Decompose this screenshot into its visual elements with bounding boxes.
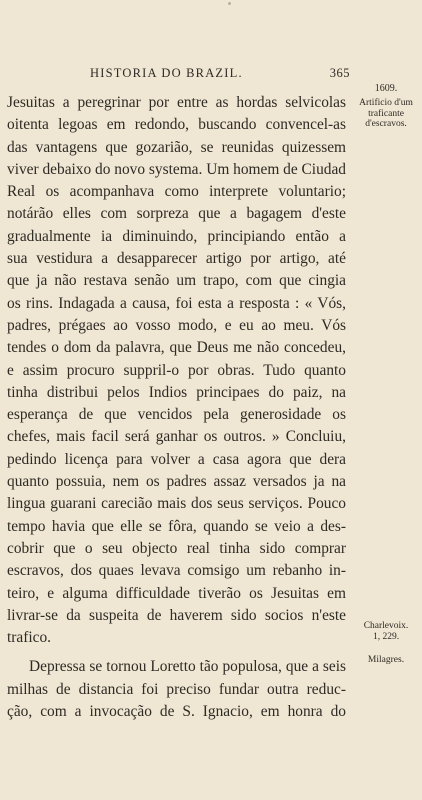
text-line: milhas de distancia foi preciso fundar outra reduc- <box>7 680 346 698</box>
text-line: quanto possuia, nem os padres assaz versados ja na <box>7 473 346 491</box>
margin-year: 1609. <box>374 83 398 94</box>
text-line: Depressa se tornou Loretto tão populosa, que a seis <box>29 658 346 676</box>
text-line: viver debaixo do novo systema. Um homem de Ciudad <box>7 160 346 178</box>
text-line: lingua guarani carecião mais dos seus serviços. Pouco <box>7 495 346 513</box>
margin-note <box>352 98 420 130</box>
text-line: cobrir que o seu objecto real tinha sido comprar <box>7 539 346 557</box>
text-line: tinha distribui pelos Indios principaes do paiz, na <box>7 383 346 401</box>
text-line: oitenta legoas em redondo, buscando convencel-as <box>7 116 346 134</box>
text-line: chefes, mais facil será ganhar os outros. » Concluiu, <box>7 428 346 446</box>
text-line: padres, prégaes ao vosso modo, e eu ao meu. Vós <box>7 316 346 334</box>
text-line: tendes o dom da palavra, que Deus me não concedeu, <box>7 339 346 357</box>
text-line: que ja não restava senão um trapo, com que cingia <box>7 272 346 290</box>
text-line: ção, com a invocação de S. Ignacio, em honra do <box>7 703 346 721</box>
margin-note-line: d'escravos. <box>365 119 407 129</box>
page-speck <box>228 2 231 5</box>
margin-note-line: Artificio d'um <box>359 98 413 108</box>
paragraph-gap <box>7 649 346 656</box>
text-line: gradualmente ia diminuindo, principiando então a <box>7 227 346 245</box>
text-line: tempo havia que elle se fôra, quando se veio a des- <box>7 517 346 535</box>
text-line: escravos, dos quaes levava comsigo um rebanho in- <box>7 562 346 580</box>
text-line: teiro, e alguma difficuldade tiverão os Jesuitas em <box>7 584 346 602</box>
text-line: notárão elles com sorpreza que a bagagem d'este <box>7 205 346 223</box>
text-line: esperança de que vencidos pela generosidade os <box>7 406 346 424</box>
text-line: Jesuitas a peregrinar por entre as hordas selvicolas <box>7 94 346 111</box>
text-line: sua vestidura a desapparecer artigo por artigo, até <box>7 250 346 268</box>
paragraph-2 <box>7 656 346 723</box>
paragraph-1 <box>7 92 346 649</box>
text-line: das vantagens que gozarião, se reunidas quizessem <box>7 138 346 156</box>
text-line: Real os acompanhava como interprete voluntario; <box>7 183 346 201</box>
page-number: 365 <box>329 66 350 80</box>
text-line: e assim procuro suppril-o por obras. Tudo quanto <box>7 361 346 379</box>
running-title: HISTORIA DO BRAZIL. <box>90 66 243 80</box>
text-line: os rins. Indagada a causa, foi esta a resposta : « Vós, <box>7 294 346 312</box>
text-line: livrar-se da suspeita de haverem sido socios n'este <box>7 606 346 624</box>
margin-note-line: traficante <box>368 108 404 119</box>
margin-citation-line: 1, 229. <box>372 631 400 642</box>
text-line: pedindo licença para volver a casa agora que dera <box>7 450 346 468</box>
margin-citation <box>352 621 420 642</box>
margin-citation-2: Milagres. <box>367 655 405 665</box>
margin-citation-line: Charlevoix. <box>363 621 409 631</box>
text-line: trafico. <box>7 629 52 647</box>
body-text <box>7 92 346 723</box>
